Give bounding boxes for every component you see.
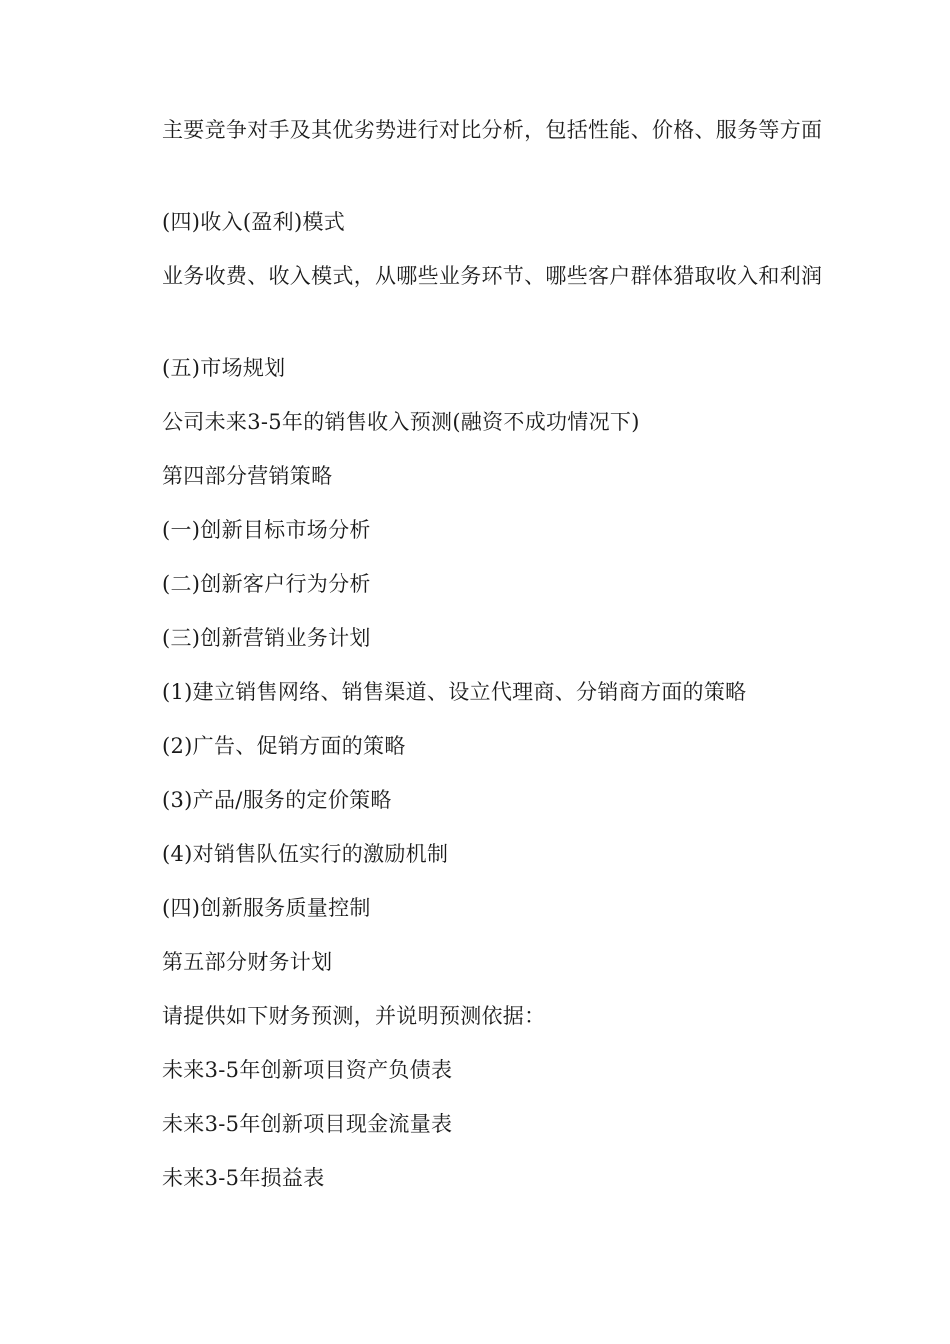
item-income-statement: 未来3-5年损益表 (162, 1166, 325, 1190)
heading-customer-behavior: (二)创新客户行为分析 (162, 572, 371, 596)
item-pricing: (3)产品/服务的定价策略 (162, 788, 392, 812)
heading-target-market: (一)创新目标市场分析 (162, 518, 371, 542)
heading-service-quality: (四)创新服务质量控制 (162, 896, 371, 920)
heading-revenue-model: (四)收入(盈利)模式 (162, 210, 346, 234)
item-cash-flow: 未来3-5年创新项目现金流量表 (162, 1112, 453, 1136)
paragraph-competitor-analysis: 主要竞争对手及其优劣势进行对比分析，包括性能、价格、服务等方面 (162, 118, 823, 142)
item-sales-incentive: (4)对销售队伍实行的激励机制 (162, 842, 449, 866)
item-advertising: (2)广告、促销方面的策略 (162, 734, 406, 758)
paragraph-revenue-model: 业务收费、收入模式，从哪些业务环节、哪些客户群体猎取收入和利润 (162, 264, 823, 288)
heading-part-four-marketing: 第四部分营销策略 (162, 464, 333, 488)
item-balance-sheet: 未来3-5年创新项目资产负债表 (162, 1058, 453, 1082)
item-sales-network: (1)建立销售网络、销售渠道、设立代理商、分销商方面的策略 (162, 680, 747, 704)
heading-marketing-plan: (三)创新营销业务计划 (162, 626, 371, 650)
paragraph-financial-forecast: 请提供如下财务预测，并说明预测依据： (162, 1004, 546, 1028)
heading-market-planning: (五)市场规划 (162, 356, 286, 380)
paragraph-sales-forecast: 公司未来3-5年的销售收入预测(融资不成功情况下) (162, 410, 640, 434)
heading-part-five-finance: 第五部分财务计划 (162, 950, 333, 974)
